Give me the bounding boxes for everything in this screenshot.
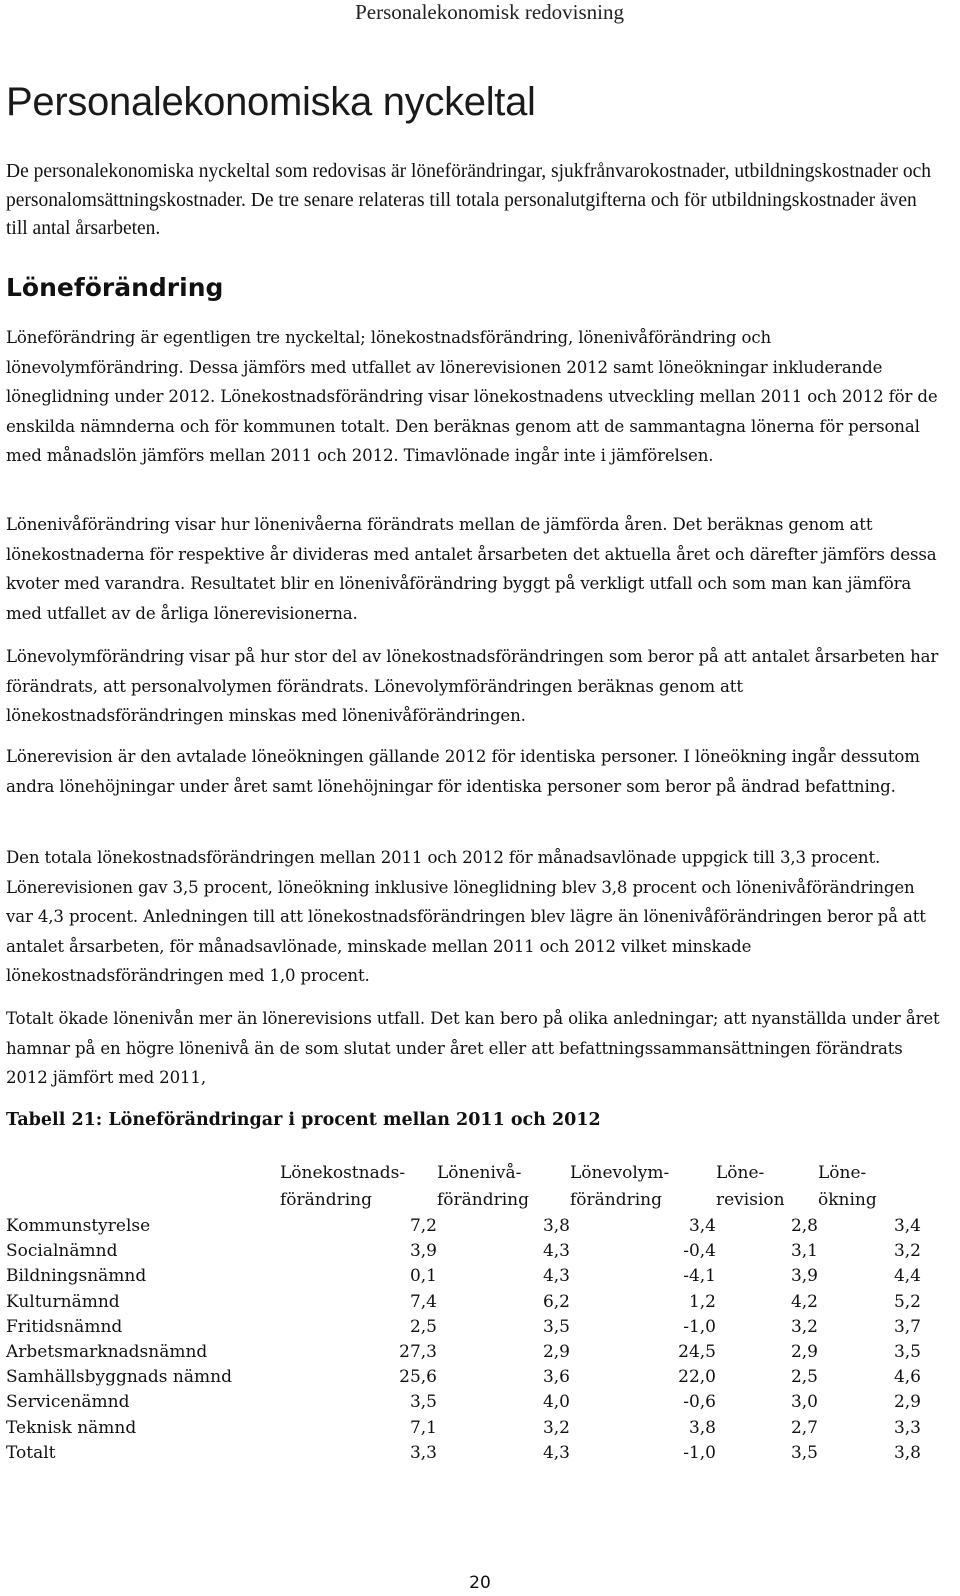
table-row [6,1416,921,1441]
table-cell: 3,1 [790,1241,818,1262]
table-cell: 5,2 [893,1291,921,1312]
header-line: ökning [818,1190,877,1210]
table-row [6,1390,921,1415]
table-header-row [6,1160,921,1214]
header-line: revision [716,1190,785,1210]
header-line: förändring [570,1190,663,1210]
table-cell: 2,9 [790,1342,818,1363]
table-row [6,1239,921,1264]
table-cell: 3,6 [542,1367,570,1388]
row-label: Servicenämnd [6,1392,130,1413]
row-label: Fritidsnämnd [6,1316,123,1337]
table-cell: 3,5 [790,1442,818,1463]
table-cell: 3,2 [542,1417,570,1438]
row-label: Arbetsmarknadsnämnd [6,1342,208,1363]
table-cell: 3,9 [409,1241,437,1262]
header-lonekostnadsforandring [280,1160,437,1214]
table-row [6,1264,921,1289]
table-cell: 2,8 [790,1216,818,1236]
salary-change-table [6,1160,921,1466]
table-cell: 7,1 [409,1417,437,1438]
table-cell: 22,0 [678,1367,716,1388]
table-cell: 2,9 [893,1392,921,1413]
table-cell: 3,4 [893,1216,921,1236]
row-label: Samhällsbyggnads nämnd [6,1367,232,1388]
table-row [6,1340,921,1365]
running-header: Personalekonomisk redovisning [355,0,624,24]
table-cell: 3,5 [893,1342,921,1363]
table-cell: 3,5 [542,1316,570,1337]
table-cell: 3,2 [893,1241,921,1262]
table-cell: 27,3 [399,1342,437,1363]
page-number: 20 [469,1573,491,1593]
header-loneniva-forandring [437,1160,570,1214]
table-cell: 2,5 [409,1316,437,1337]
table-cell: 0,1 [409,1266,437,1287]
table-row [6,1214,921,1239]
table-cell: 3,0 [790,1392,818,1413]
intro-paragraph: De personalekonomiska nyckeltal som redovisas är löneförändringar, sjukfrånvarokostnader, utbildningskostnader och personalomsättningskostnader. De tre senare relateras till totala personalutgifterna och för utbildningskostnader även till antal årsarbeten. [6,161,931,239]
table-cell: 3,7 [893,1316,921,1337]
table-row-total [6,1441,921,1466]
body-paragraph: Den totala lönekostnadsförändringen mellan 2011 och 2012 för månadsavlönade uppgick till 3,3 procent. Lönerevisionen gav 3,5 procent, löneökning inklusive löneglidning blev 3,8 procent och lönenivåförändringen var 4,3 procent. Anledningen till att lönekostnadsförändringen blev lägre än lönenivåförändringen beror på att antalet årsarbeten, för månadsavlönade, minskade mellan 2011 och 2012 vilket minskade lönekostnadsförändringen med 1,0 procent. [6,848,926,985]
body-paragraph: Lönerevision är den avtalade löneökningen gällande 2012 för identiska personer. I löneökning ingår dessutom andra lönehöjningar under året samt lönehöjningar för identiska personer som beror på ändrad befattning. [6,747,920,796]
table-cell: 25,6 [399,1367,437,1388]
header-lonerevision [716,1160,818,1214]
table-cell: 4,6 [893,1367,921,1388]
row-label: Kulturnämnd [6,1291,120,1312]
header-lonevolym-forandring [570,1160,716,1214]
table-cell: -1,0 [683,1442,716,1463]
row-label: Totalt [6,1442,56,1463]
row-label: Socialnämnd [6,1241,118,1262]
table-cell: -1,0 [683,1316,716,1337]
body-paragraph: Löneförändring är egentligen tre nyckeltal; lönekostnadsförändring, lönenivåförändring och lönevolymförändring. Dessa jämförs med utfallet av lönerevisionen 2012 samt löneökningar inkluderande löneglidning under 2012. Lönekostnadsförändring visar lönekostnadens utveckling mellan 2011 och 2012 för de enskilda nämnderna och för kommunen totalt. Den beräknas genom att de sammantagna lönerna för personal med månadslön jämförs mellan 2011 och 2012. Timavlönade ingår inte i jämförelsen. [6,328,938,465]
table-cell: 3,8 [688,1417,716,1438]
table-cell: 3,8 [893,1442,921,1463]
table-cell: 3,8 [542,1216,570,1236]
table-row [6,1315,921,1340]
header-line: Lönenivå- [437,1163,522,1183]
table-cell: -4,1 [683,1266,716,1287]
table-cell: 7,2 [409,1216,437,1236]
table-caption: Tabell 21: Löneförändringar i procent mellan 2011 och 2012 [6,1110,601,1130]
table-cell: 4,3 [542,1241,570,1262]
table-cell: 3,4 [688,1216,716,1236]
header-name-cell [6,1160,280,1214]
table-row [6,1290,921,1315]
header-line: Lönevolym- [570,1163,670,1183]
header-line: Lönekostnads- [280,1163,406,1183]
header-line: förändring [437,1190,530,1210]
table-cell: 4,3 [542,1442,570,1463]
row-label: Bildningsnämnd [6,1266,147,1287]
table-cell: 4,2 [790,1291,818,1312]
table-cell: 2,9 [542,1342,570,1363]
page-title: Personalekonomiska nyckeltal [6,80,536,124]
table-cell: 4,0 [542,1392,570,1413]
table-cell: 3,9 [790,1266,818,1287]
table-cell: 24,5 [678,1342,716,1363]
row-label: Teknisk nämnd [6,1417,137,1438]
table-cell: -0,6 [683,1392,716,1413]
table-cell: 3,3 [409,1442,437,1463]
section-heading: Löneförändring [6,273,224,302]
table-cell: 7,4 [409,1291,437,1312]
table-cell: 4,3 [542,1266,570,1287]
table-row [6,1365,921,1390]
table-cell: 2,7 [790,1417,818,1438]
table-cell: 3,2 [790,1316,818,1337]
body-paragraph: Totalt ökade lönenivån mer än lönerevisions utfall. Det kan bero på olika anledningar; att nyanställda under året hamnar på en högre lönenivå än de som slutat under året eller att befattningssammansättningen förändrats 2012 jämfört med 2011, [6,1009,940,1087]
header-loneokning [818,1160,921,1214]
row-label: Kommunstyrelse [6,1216,151,1236]
body-paragraph: Lönenivåförändring visar hur lönenivåerna förändrats mellan de jämförda åren. Det beräknas genom att lönekostnaderna för respektive år divideras med antalet årsarbeten det aktuella året och därefter jämförs dessa kvoter med varandra. Resultatet blir en lönenivåförändring byggt på verkligt utfall och som man kan jämföra med utfallet av de årliga lönerevisionerna. [6,515,937,623]
table-cell: 1,2 [688,1291,716,1312]
header-line: Löne- [818,1163,867,1183]
header-line: förändring [280,1190,373,1210]
table-cell: 3,3 [893,1417,921,1438]
table-cell: 3,5 [409,1392,437,1413]
header-line: Löne- [716,1163,765,1183]
table-cell: -0,4 [683,1241,716,1262]
table-cell: 4,4 [893,1266,921,1287]
table-cell: 2,5 [790,1367,818,1388]
table-cell: 6,2 [542,1291,570,1312]
body-paragraph: Lönevolymförändring visar på hur stor del av lönekostnadsförändringen som beror på att antalet årsarbeten har förändrats, att personalvolymen förändrats. Lönevolymförändringen beräknas genom att lönekostnadsförändringen minskas med lönenivåförändringen. [6,647,939,725]
